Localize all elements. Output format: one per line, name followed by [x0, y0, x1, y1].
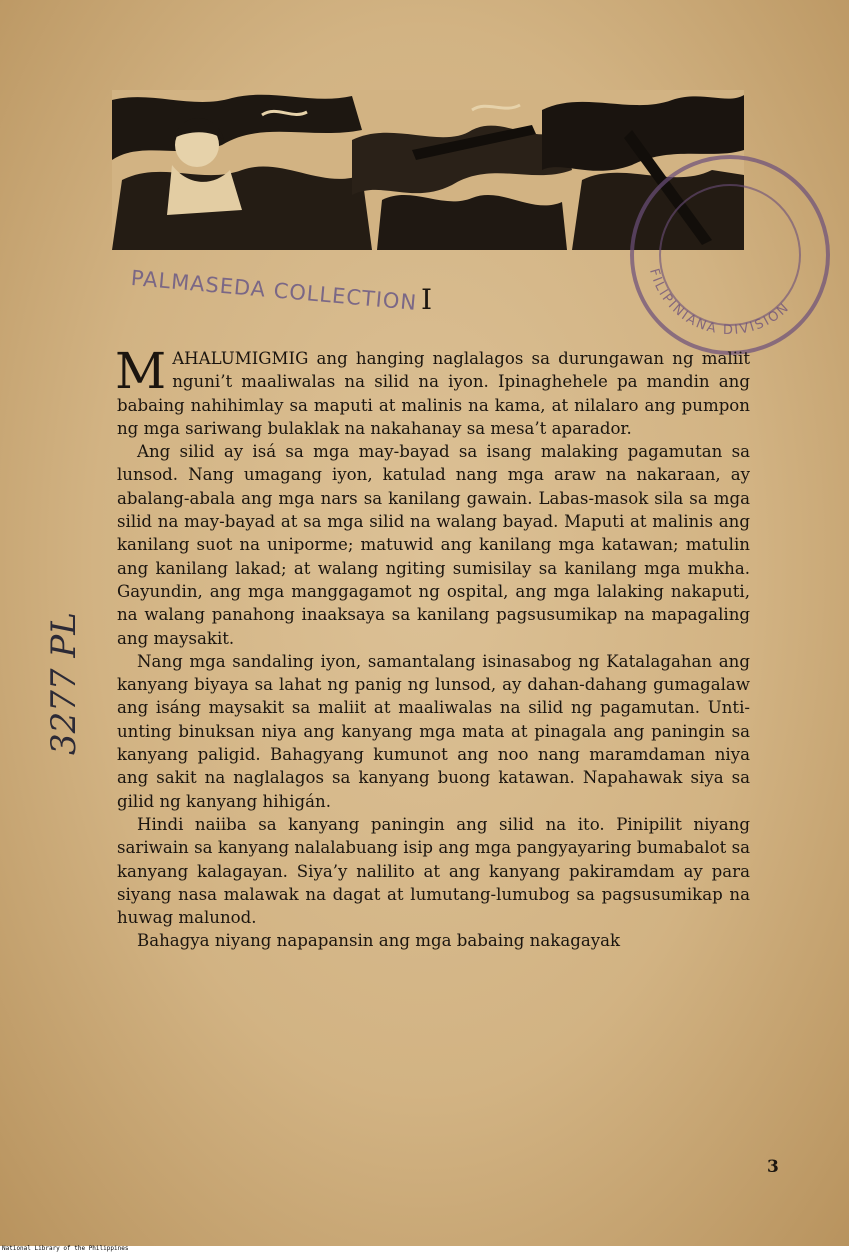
round-stamp-text: FILIPINIANA DIVISION	[646, 266, 794, 339]
paragraph: Bahagya niyang napapansin ang mga babaing nakagayak	[137, 931, 621, 951]
drop-cap: M	[115, 342, 167, 400]
paragraph	[115, 342, 750, 440]
paragraph-text: AHALUMIGMIG ang hanging naglalagos sa durungawan ng maliit nguni’t maaliwalas na silid na iyon. Ipinaghehele pa mandin ang babaing nahihimlay sa maputi at malinis na kama, at nilalaro ang pumpon ng mga sariwang bulaklak na nakahanay sa mesa’t aparador.	[117, 349, 750, 438]
collection-stamp: PALMASEDA COLLECTION	[129, 266, 419, 315]
svg-text:FILIPINIANA DIVISION	[646, 267, 793, 338]
chapter-number: I	[421, 283, 433, 316]
handwritten-call-number: 3277 PL	[44, 612, 84, 755]
paragraph: Nang mga sandaling iyon, samantalang isinasabog ng Katalagahan ang kanyang biyaya sa lahat ng panig ng lunsod, ay dahan-dahang gumagalaw ang isáng maysakit sa maliit at maaliwalas na silid ng pagamutan. Unti-unting binuksan niya ang kanyang mga mata at pinagala ang paningin sa kanyang paligid. Bahagyang kumunot ang noo nang maramdaman niya ang sakit na naglalagos sa kanyang buong katawan. Napahawak siya sa gilid ng kanyang hihigán.	[117, 651, 750, 811]
page-number: 3	[767, 1157, 779, 1177]
paragraph: Hindi naiiba sa kanyang paningin ang silid na ito. Pinipilit niyang sariwain sa kanyang nalalabuang isip ang mga pangyayaring bumabalot sa kanyang kalagayan. Siya’y nalilito at ang kanyang pakiramdam ay para siyang nasa malawak na dagat at lumutang-lumubog sa pagsusumikap na huwag malunod.	[117, 814, 750, 928]
footer-label: National Library of the Philippines	[2, 1245, 129, 1252]
library-round-stamp	[625, 150, 835, 360]
paragraph: Ang silid ay isá sa mga may-bayad sa isang malaking pagamutan sa lunsod. Nang umagang iyon, katulad nang mga araw na nakaraan, ay abalang-abala ang mga nars sa kanilang gawain. Labas-masok sila sa mga silid na may-bayad at sa mga silid na walang bayad. Maputi at malinis ang kanilang suot na uniporme; matuwid ang kanilang mga katawan; matulin ang kanilang lakad; at walang ngiting sumisilay sa kanilang mga mukha. Gayundin, ang mga manggagamot ng ospital, ang mga lalaking nakaputi, na walang panahong inaaksaya sa kanilang pagsusumikap na mapagaling ang maysakit.	[117, 442, 750, 648]
body-text	[115, 342, 750, 953]
